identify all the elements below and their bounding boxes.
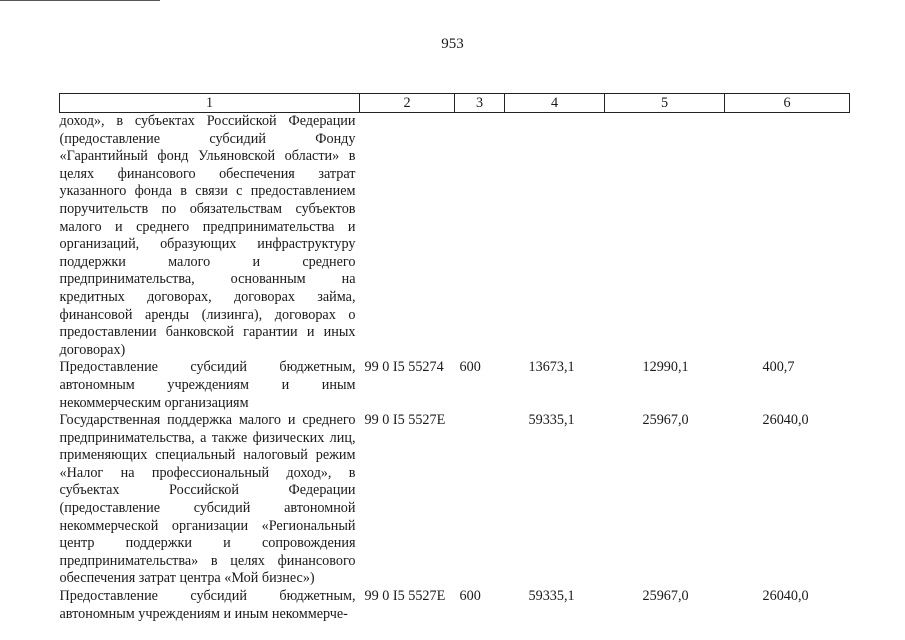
header-cell: 6 xyxy=(725,94,850,113)
row-value-col6: 26040,0 xyxy=(762,588,809,605)
header-cell: 2 xyxy=(360,94,455,113)
budget-table xyxy=(59,93,850,623)
row-code: 99 0 I5 5527Е xyxy=(364,412,446,429)
row-value-col5: 25967,0 xyxy=(642,412,689,429)
row-value-col5: 12990,1 xyxy=(642,359,689,376)
row-value-col6: 400,7 xyxy=(762,359,795,376)
row-value-col5: 25967,0 xyxy=(642,588,689,605)
row-value-col4: 13673,1 xyxy=(528,359,575,376)
header-cell: 4 xyxy=(505,94,605,113)
header-cell: 5 xyxy=(605,94,725,113)
row-code xyxy=(360,113,455,360)
row-value-col4: 59335,1 xyxy=(528,412,575,429)
row-description: Государственная поддержка малого и среднего предпринимательства, а также физических лиц, применяющих специальный налоговый режим «Налог на профессиональный доход», в субъектах Российской Федерации (предоставление субсидий автономной некоммерческой организации «Региональный центр поддержки и сопровождения предпринимательства» в целях финансового обеспечения затрат центра «Мой бизнес») xyxy=(59,412,356,587)
row-description: Предоставление субсидий бюджетным, автономным учреждениям и иным некоммерческим организациям xyxy=(59,359,356,411)
header-row xyxy=(60,94,850,113)
row-description: доход», в субъектах Российской Федерации (предоставление субсидий Фонду «Гарантийный фонд Ульяновской области» в целях финансового обеспечения затрат указанного фонда в связи с предоставлением поручительств по обязательствам субъектов малого и среднего предпринимательства и организаций, образующих инфраструктуру поддержки малого и среднего предпринимательства, основанным на кредитных договорах, договорах займа, финансовой аренды (лизинга), договорах о предоставлении банковской гарантии и иных договорах) xyxy=(59,113,356,358)
row-code: 99 0 I5 55274 xyxy=(364,359,444,376)
table-row xyxy=(60,412,850,588)
row-value-col5 xyxy=(605,113,725,360)
row-value-col4: 59335,1 xyxy=(528,588,575,605)
row-expense-type xyxy=(455,113,505,360)
row-description: Предоставление субсидий бюджетным, автономным учреждениям и иным некоммерче- xyxy=(59,588,356,622)
table-row xyxy=(60,359,850,412)
row-expense-type xyxy=(455,412,505,588)
scan-edge-line xyxy=(0,0,160,1)
table-row xyxy=(60,588,850,623)
row-expense-type: 600 xyxy=(459,588,481,605)
header-cell: 1 xyxy=(60,94,360,113)
row-expense-type: 600 xyxy=(459,359,481,376)
table-row xyxy=(60,113,850,360)
row-value-col6 xyxy=(725,113,850,360)
row-value-col4 xyxy=(505,113,605,360)
page-number: 953 xyxy=(441,36,464,52)
row-code: 99 0 I5 5527Е xyxy=(364,588,446,605)
row-value-col6: 26040,0 xyxy=(762,412,809,429)
header-cell: 3 xyxy=(455,94,505,113)
